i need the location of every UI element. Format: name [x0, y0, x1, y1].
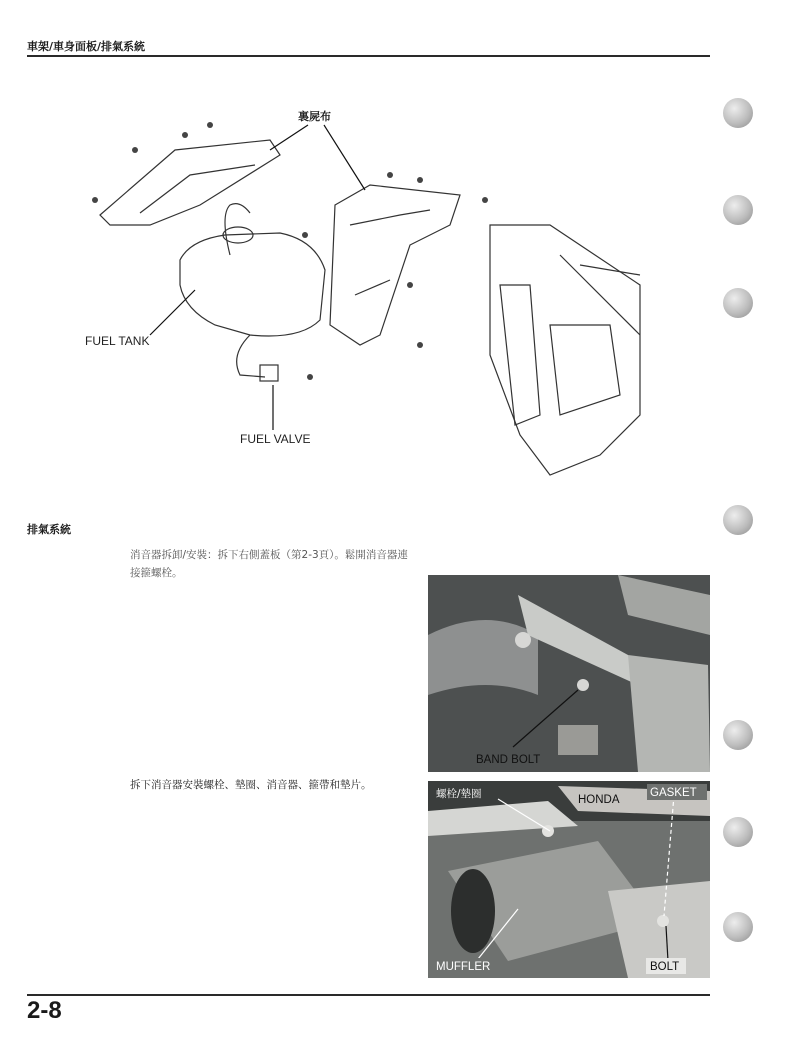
callout-muffler: MUFFLER	[436, 961, 491, 973]
instruction-paragraph-1: 消音器拆卸/安裝：拆下右側蓋板（第2-3頁）。鬆開消音器連接箍螺栓。	[130, 549, 408, 579]
section-heading-exhaust: 排氣系統	[27, 523, 71, 536]
label-fuel-tank: FUEL TANK	[85, 334, 150, 348]
page-header-title: 車架/車身面板/排氣系統	[27, 40, 146, 53]
page-number: 2-8	[27, 997, 62, 1024]
left-shroud-drawing	[100, 140, 280, 225]
callout-band-bolt: BAND BOLT	[476, 754, 541, 766]
band-bolt-photo	[428, 575, 710, 772]
fuel-line-drawing	[237, 335, 265, 377]
fuel-valve-drawing	[260, 365, 278, 381]
callout-gasket: GASKET	[650, 787, 697, 799]
header-rule	[27, 55, 710, 57]
shroud-leader-line-1	[270, 125, 308, 150]
section-tab-1[interactable]	[723, 98, 753, 128]
callout-bolt-washer: 螺栓/墊圈	[436, 788, 482, 800]
fuel-tank-leader-line	[150, 290, 195, 335]
section-tab-5[interactable]	[723, 720, 753, 750]
section-tab-6[interactable]	[723, 817, 753, 847]
callout-bolt: BOLT	[650, 961, 680, 973]
muffler-removal-photo-svg	[428, 781, 710, 978]
section-tab-3[interactable]	[723, 288, 753, 318]
fuel-tank-exploded-diagram	[80, 95, 660, 505]
instruction-paragraph-2: 拆下消音器安裝螺栓、墊圈、消音器、箍帶和墊片。	[130, 779, 372, 791]
footer-rule	[27, 994, 710, 996]
muffler-removal-photo	[428, 781, 710, 978]
section-tab-4[interactable]	[723, 505, 753, 535]
right-shroud-drawing	[330, 185, 460, 345]
band-bolt-photo-svg	[428, 575, 710, 772]
label-fuel-valve: FUEL VALVE	[240, 432, 311, 446]
section-tab-2[interactable]	[723, 195, 753, 225]
label-shroud: 裏屍布	[298, 110, 331, 123]
shroud-leader-line-2	[324, 125, 365, 190]
brand-mark-honda: HONDA	[578, 794, 620, 806]
frame-radiator-drawing	[490, 225, 640, 475]
section-tab-7[interactable]	[723, 912, 753, 942]
diagram-svg	[80, 95, 660, 505]
fuel-tank-drawing	[180, 233, 325, 336]
